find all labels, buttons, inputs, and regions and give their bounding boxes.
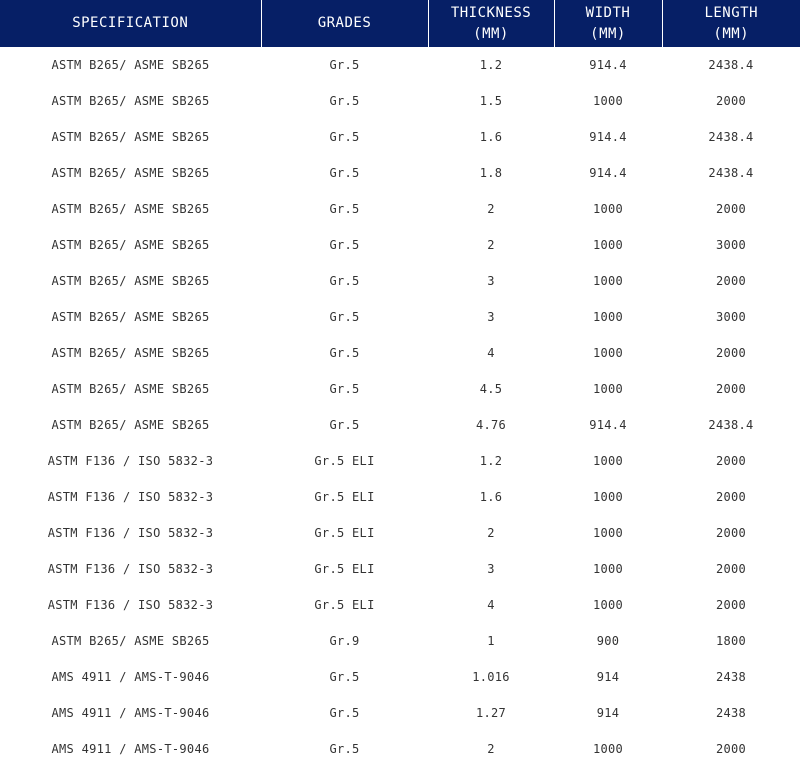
cell-thickness: 2 [487, 238, 495, 252]
cell-width: 1000 [592, 238, 624, 252]
cell-width: 1000 [592, 382, 624, 396]
cell-specification: ASTM B265/ ASME SB265 [51, 94, 210, 108]
header-row [0, 0, 800, 47]
cell-length: 2000 [715, 526, 747, 540]
header-grades: GRADES [261, 0, 428, 47]
table-row [0, 443, 800, 479]
cell-grade: Gr.5 [329, 670, 360, 684]
cell-thickness: 3 [487, 310, 495, 324]
cell-thickness: 1.8 [479, 166, 503, 180]
cell-specification: ASTM B265/ ASME SB265 [51, 382, 210, 396]
table-body [0, 47, 800, 767]
cell-thickness: 1.6 [479, 130, 503, 144]
header-width-unit: (MM) [590, 25, 626, 42]
cell-specification: ASTM B265/ ASME SB265 [51, 634, 210, 648]
cell-width: 914.4 [589, 130, 627, 144]
cell-width: 1000 [592, 346, 624, 360]
header-thickness-unit: (MM) [473, 25, 509, 42]
cell-grade: Gr.5 [329, 274, 360, 288]
cell-specification: AMS 4911 / AMS-T-9046 [51, 742, 210, 756]
cell-grade: Gr.5 [329, 346, 360, 360]
cell-specification: ASTM F136 / ISO 5832-3 [47, 562, 214, 576]
cell-specification: ASTM B265/ ASME SB265 [51, 310, 210, 324]
table-row [0, 227, 800, 263]
cell-specification: ASTM B265/ ASME SB265 [51, 418, 210, 432]
cell-width: 914.4 [589, 58, 627, 72]
cell-length: 2000 [715, 346, 747, 360]
cell-length: 2438 [715, 706, 747, 720]
cell-thickness: 3 [487, 562, 495, 576]
table-row [0, 695, 800, 731]
cell-length: 2000 [715, 562, 747, 576]
cell-thickness: 1.016 [472, 670, 510, 684]
cell-specification: ASTM B265/ ASME SB265 [51, 130, 210, 144]
table-row [0, 155, 800, 191]
cell-grade: Gr.5 [329, 742, 360, 756]
cell-specification: ASTM B265/ ASME SB265 [51, 202, 210, 216]
cell-width: 1000 [592, 94, 624, 108]
header-length-unit: (MM) [713, 25, 750, 42]
cell-specification: ASTM B265/ ASME SB265 [51, 346, 210, 360]
header-specification: SPECIFICATION [0, 0, 261, 47]
cell-grade: Gr.5 [329, 706, 360, 720]
cell-width: 1000 [592, 562, 624, 576]
cell-length: 3000 [715, 310, 747, 324]
header-length [662, 0, 800, 47]
cell-specification: ASTM F136 / ISO 5832-3 [47, 490, 214, 504]
cell-specification: AMS 4911 / AMS-T-9046 [51, 670, 210, 684]
cell-grade: Gr.5 ELI [314, 598, 375, 612]
cell-width: 1000 [592, 526, 624, 540]
cell-specification: ASTM B265/ ASME SB265 [51, 166, 210, 180]
cell-length: 2000 [715, 490, 747, 504]
cell-width: 1000 [592, 274, 624, 288]
cell-grade: Gr.5 ELI [314, 490, 375, 504]
cell-thickness: 1.5 [479, 94, 503, 108]
table-row [0, 191, 800, 227]
cell-grade: Gr.5 [329, 58, 360, 72]
cell-length: 2000 [715, 382, 747, 396]
cell-width: 914 [596, 706, 620, 720]
header-length-label: LENGTH [704, 4, 759, 21]
table-header [0, 0, 800, 47]
cell-width: 914.4 [589, 418, 627, 432]
cell-thickness: 4 [487, 346, 495, 360]
cell-width: 914 [596, 670, 620, 684]
table-row [0, 83, 800, 119]
cell-thickness: 2 [487, 526, 495, 540]
cell-width: 1000 [592, 202, 624, 216]
cell-thickness: 4 [487, 598, 495, 612]
cell-grade: Gr.5 ELI [314, 562, 375, 576]
cell-width: 1000 [592, 454, 624, 468]
cell-grade: Gr.5 [329, 94, 360, 108]
table-row [0, 47, 800, 83]
header-width [554, 0, 662, 47]
cell-length: 2000 [715, 274, 747, 288]
table-row [0, 551, 800, 587]
cell-thickness: 4.76 [475, 418, 507, 432]
cell-specification: ASTM F136 / ISO 5832-3 [47, 454, 214, 468]
table-row [0, 587, 800, 623]
table-row [0, 515, 800, 551]
cell-width: 914.4 [589, 166, 627, 180]
cell-specification: ASTM F136 / ISO 5832-3 [47, 526, 214, 540]
cell-length: 2000 [715, 454, 747, 468]
cell-length: 3000 [715, 238, 747, 252]
table-row [0, 407, 800, 443]
cell-length: 2438 [715, 670, 747, 684]
table-row [0, 371, 800, 407]
cell-grade: Gr.5 [329, 418, 360, 432]
cell-width: 1000 [592, 310, 624, 324]
cell-grade: Gr.9 [329, 634, 360, 648]
cell-thickness: 1.2 [479, 58, 503, 72]
cell-grade: Gr.5 ELI [314, 526, 375, 540]
cell-length: 2000 [715, 742, 747, 756]
cell-grade: Gr.5 [329, 382, 360, 396]
cell-grade: Gr.5 [329, 202, 360, 216]
table-row [0, 299, 800, 335]
cell-width: 1000 [592, 742, 624, 756]
table-row [0, 623, 800, 659]
cell-length: 2000 [715, 202, 747, 216]
table-row [0, 659, 800, 695]
cell-specification: ASTM B265/ ASME SB265 [51, 58, 210, 72]
cell-grade: Gr.5 ELI [314, 454, 375, 468]
header-width-label: WIDTH [585, 4, 631, 21]
table-row [0, 263, 800, 299]
cell-thickness: 1.27 [475, 706, 507, 720]
cell-length: 2438.4 [708, 418, 754, 432]
header-thickness [428, 0, 554, 47]
cell-length: 1800 [715, 634, 747, 648]
cell-length: 2438.4 [708, 166, 754, 180]
cell-thickness: 2 [487, 742, 495, 756]
cell-length: 2438.4 [708, 130, 754, 144]
cell-width: 1000 [592, 490, 624, 504]
cell-thickness: 1.2 [479, 454, 503, 468]
table-row [0, 731, 800, 767]
cell-grade: Gr.5 [329, 130, 360, 144]
cell-grade: Gr.5 [329, 310, 360, 324]
cell-specification: ASTM B265/ ASME SB265 [51, 238, 210, 252]
table-row [0, 335, 800, 371]
cell-thickness: 2 [487, 202, 495, 216]
cell-thickness: 3 [487, 274, 495, 288]
table-row [0, 119, 800, 155]
cell-specification: ASTM F136 / ISO 5832-3 [47, 598, 214, 612]
header-thickness-label: THICKNESS [450, 4, 532, 21]
cell-specification: AMS 4911 / AMS-T-9046 [51, 706, 210, 720]
table-row [0, 479, 800, 515]
cell-grade: Gr.5 [329, 166, 360, 180]
cell-length: 2438.4 [708, 58, 754, 72]
cell-width: 900 [596, 634, 620, 648]
cell-specification: ASTM B265/ ASME SB265 [51, 274, 210, 288]
cell-length: 2000 [715, 598, 747, 612]
cell-thickness: 1 [487, 634, 495, 648]
cell-length: 2000 [715, 94, 747, 108]
cell-thickness: 1.6 [479, 490, 503, 504]
cell-thickness: 4.5 [479, 382, 503, 396]
cell-width: 1000 [592, 598, 624, 612]
cell-grade: Gr.5 [329, 238, 360, 252]
